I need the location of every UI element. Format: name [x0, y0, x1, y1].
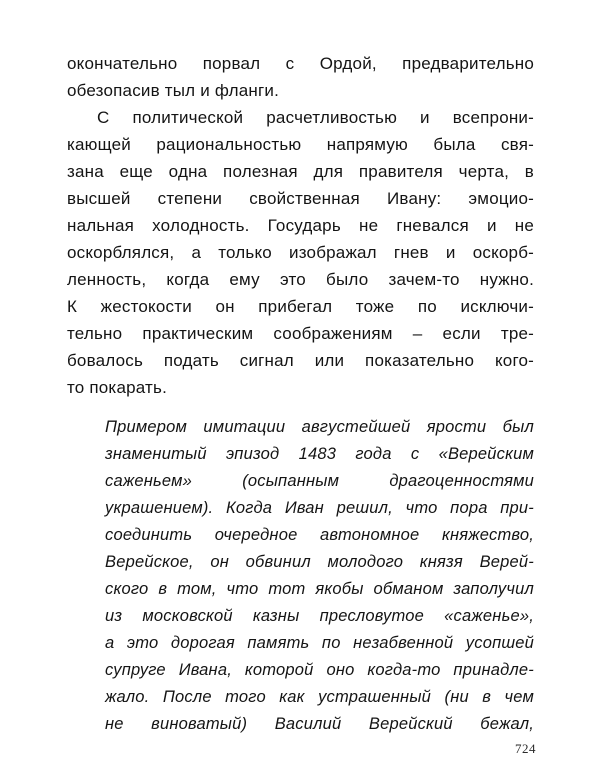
- text-line: ского в том, что тот якобы обманом заполучил: [105, 580, 534, 598]
- text-line: жало. После того как устрашенный (ни в чем: [105, 688, 534, 706]
- text-line: нальная холодность. Государь не гневался и не: [67, 216, 534, 235]
- body-paragraph: [67, 50, 534, 104]
- text-line: украшением). Когда Иван решил, что пора при-: [105, 499, 534, 517]
- text-line: Верейское, он обвинил молодого князя Верей-: [105, 553, 534, 571]
- text-line: С политической расчетливостью и всепрони-: [97, 108, 534, 127]
- text-line: обезопасив тыл и фланги.: [67, 81, 280, 100]
- text-block: [67, 50, 534, 738]
- text-line: знаменитый эпизод 1483 года с «Верейским: [105, 445, 534, 463]
- text-line: супруге Ивана, которой оно когда-то принадле-: [105, 661, 534, 679]
- text-line: кающей рациональностью напрямую была свя-: [67, 135, 534, 154]
- text-line: оскорблялся, а только изображал гнев и оскорб-: [67, 243, 534, 262]
- quote-paragraph: [105, 414, 534, 738]
- text-line: высшей степени свойственная Ивану: эмоцио-: [67, 189, 534, 208]
- text-line: из московской казны пресловутое «саженье»,: [105, 607, 534, 625]
- text-line: тельно практическим соображениям – если тре-: [67, 324, 534, 343]
- text-line: К жестокости он прибегал тоже по исключи-: [67, 297, 534, 316]
- text-line: окончательно порвал с Ордой, предварительно: [67, 54, 534, 73]
- body-paragraph: [67, 104, 534, 401]
- text-line: ленность, когда ему это было зачем-то нужно.: [67, 270, 534, 289]
- text-line: Примером имитации августейшей ярости был: [105, 418, 534, 436]
- text-line: не виноватый) Василий Верейский бежал,: [105, 715, 534, 733]
- page-number: 724: [515, 741, 536, 756]
- text-line: соединить очередное автономное княжество,: [105, 526, 534, 544]
- text-line: саженьем» (осыпанным драгоценностями: [105, 472, 534, 490]
- text-line: а это дорогая память по незабвенной усопшей: [105, 634, 534, 652]
- text-line: зана еще одна полезная для правителя черта, в: [67, 162, 534, 181]
- text-line: то покарать.: [67, 378, 168, 397]
- text-line: бовалось подать сигнал или показательно кого-: [67, 351, 534, 370]
